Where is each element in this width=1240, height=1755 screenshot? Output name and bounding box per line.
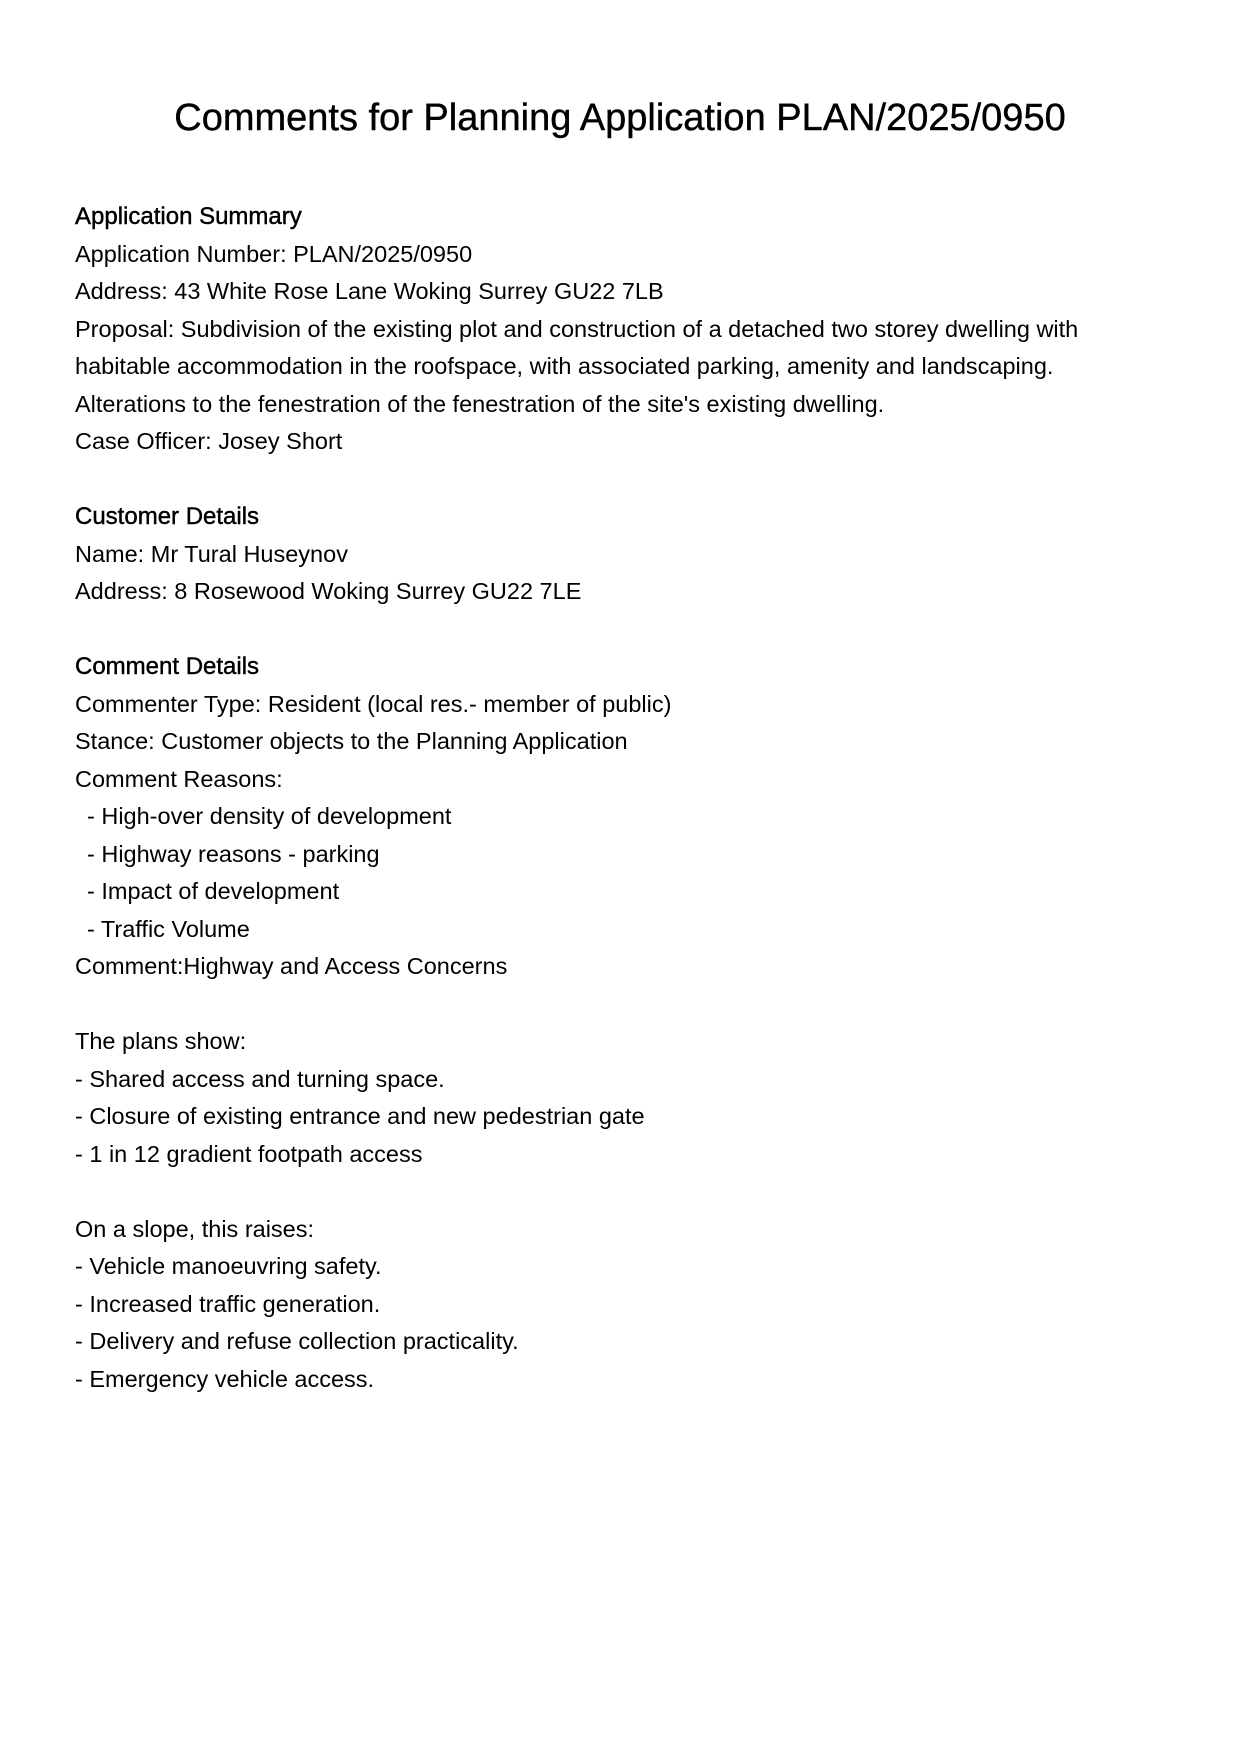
slope-intro: On a slope, this raises: xyxy=(75,1215,315,1242)
comment-details-heading: Comment Details xyxy=(75,653,260,680)
commenter-type: Commenter Type: Resident (local res.- member of public) xyxy=(75,690,672,717)
comment-reasons-list xyxy=(75,798,1175,948)
spacer xyxy=(75,1173,1175,1211)
list-item: - Impact of development xyxy=(87,878,340,904)
spacer xyxy=(75,986,1175,1024)
list-item: - Highway reasons - parking xyxy=(87,840,380,867)
spacer xyxy=(75,611,1175,649)
customer-details-section xyxy=(75,498,1175,611)
comment-details-section xyxy=(75,648,1175,1398)
proposal-line: habitable accommodation in the roofspace, with associated parking, amenity and landscaping. xyxy=(75,353,1054,379)
list-item: - Increased traffic generation. xyxy=(75,1290,381,1317)
proposal-line: Alterations to the fenestration of the fenestration of the site's existing dwelling. xyxy=(75,390,885,417)
proposal-line: Proposal: Subdivision of the existing plot and construction of a detached two storey dwelling with xyxy=(75,315,1079,342)
application-summary-section xyxy=(75,198,1175,461)
customer-details-heading: Customer Details xyxy=(75,503,260,530)
plans-intro: The plans show: xyxy=(75,1028,247,1054)
application-address: Address: 43 White Rose Lane Woking Surrey GU22 7LB xyxy=(75,278,664,304)
list-item: - Closure of existing entrance and new pedestrian gate xyxy=(75,1103,645,1129)
list-item: - Vehicle manoeuvring safety. xyxy=(75,1253,382,1279)
comment-text: Comment:Highway and Access Concerns xyxy=(75,953,508,979)
list-item: - Traffic Volume xyxy=(87,915,250,942)
slope-list xyxy=(75,1248,1175,1398)
list-item: - High-over density of development xyxy=(87,803,452,829)
comment-reasons-label: Comment Reasons: xyxy=(75,765,283,792)
plans-list xyxy=(75,1061,1175,1174)
stance: Stance: Customer objects to the Planning Application xyxy=(75,728,628,754)
customer-name: Name: Mr Tural Huseynov xyxy=(75,540,348,567)
document-body xyxy=(75,198,1175,1398)
list-item: - Emergency vehicle access. xyxy=(75,1365,375,1392)
list-item: - Delivery and refuse collection practicality. xyxy=(75,1328,519,1354)
list-item: - Shared access and turning space. xyxy=(75,1065,445,1092)
application-summary-heading: Application Summary xyxy=(75,203,302,230)
page-title: Comments for Planning Application PLAN/2025/0950 xyxy=(174,97,1066,139)
customer-address: Address: 8 Rosewood Woking Surrey GU22 7LE xyxy=(75,578,582,604)
list-item: - 1 in 12 gradient footpath access xyxy=(75,1140,423,1167)
spacer xyxy=(75,461,1175,499)
case-officer: Case Officer: Josey Short xyxy=(75,428,343,454)
application-number: Application Number: PLAN/2025/0950 xyxy=(75,240,473,267)
